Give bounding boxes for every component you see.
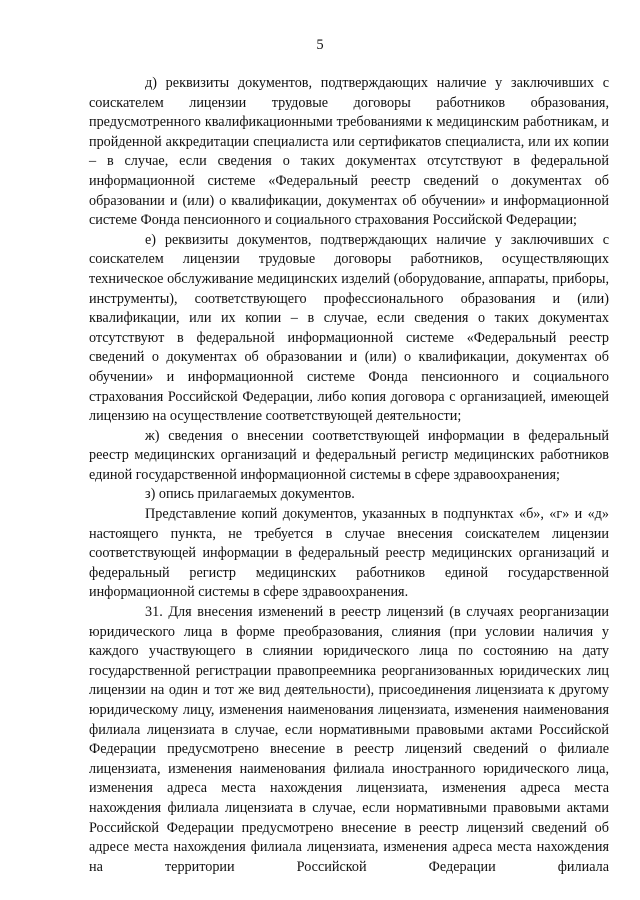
paragraph-31: 31. Для внесения изменений в реестр лицензий (в случаях реорганизации юридического лица в форме преобразования, слияния (при условии наличия у каждого участвующего в слиянии юридического лица по состоянию на дату государственной регистрации правопреемника реорганизованных юридических лиц лицензии на один и тот же вид деятельности), присоединения лицензиата к другому юридическому лицу, изменения наименования лицензиата, изменения наименования филиала лицензиата в случае, если нормативными правовыми актами Российской Федерации предусмотрено внесение в реестр лицензий сведений о филиале лицензиата, изменения наименования филиала иностранного юридического лица, изменения адреса места нахождения лицензиата, изменения адреса места нахождения филиала лицензиата в случае, если нормативными правовыми актами Российской Федерации предусмотрено внесение в реестр лицензий сведений об адресе места нахождения филиала лицензиата, изменения адреса места нахождения на территории Российской Федерации филиала [89, 604, 609, 875]
paragraph-zh: ж) сведения о внесении соответствующей информации в федеральный реестр медицинских организаций и федеральный регистр медицинских работников единой государственной информационной системы в сфере здравоохранения; [89, 427, 609, 483]
paragraph-z: з) опись прилагаемых документов. [145, 486, 355, 503]
paragraph-copies-note: Представление копий документов, указанных в подпунктах «б», «г» и «д» настоящего пункта, не требуется в случае внесения соискателем лицензии соответствующей информации в федеральный реестр медицинских организаций и федеральный регистр медицинских работников единой государственной информационной системы в сфере здравоохранения. [89, 506, 609, 601]
document-body [89, 74, 609, 877]
page-number: 5 [316, 37, 324, 53]
paragraph-e: е) реквизиты документов, подтверждающих наличие у заключивших с соискателем лицензии трудовые договоры работников, осуществляющих техническое обслуживание медицинских изделий (оборудование, аппараты, приборы, инструменты), соответствующего профессионального образования и (или) квалификации, или их копии – в случае, если сведения о таких документах отсутствуют в федеральной информационной системе «Федеральный реестр сведений о документах об образовании и (или) о квалификации, документах об обучении» и информационной системе Фонда пенсионного и социального страхования Российской Федерации, либо копия договора с организацией, имеющей лицензию на осуществление соответствующей деятельности; [89, 231, 609, 425]
paragraph-d: д) реквизиты документов, подтверждающих наличие у заключивших с соискателем лицензии трудовые договоры работников образования, предусмотренного квалификационными требованиями к медицинским работникам, и пройденной аккредитации специалиста или сертификатов специалиста, или их копии – в случае, если сведения о таких документах отсутствуют в федеральной информационной системе «Федеральный реестр сведений о документах об образовании и (или) о квалификации, документах об обучении» и информационной системе Фонда пенсионного и социального страхования Российской Федерации; [89, 75, 609, 229]
